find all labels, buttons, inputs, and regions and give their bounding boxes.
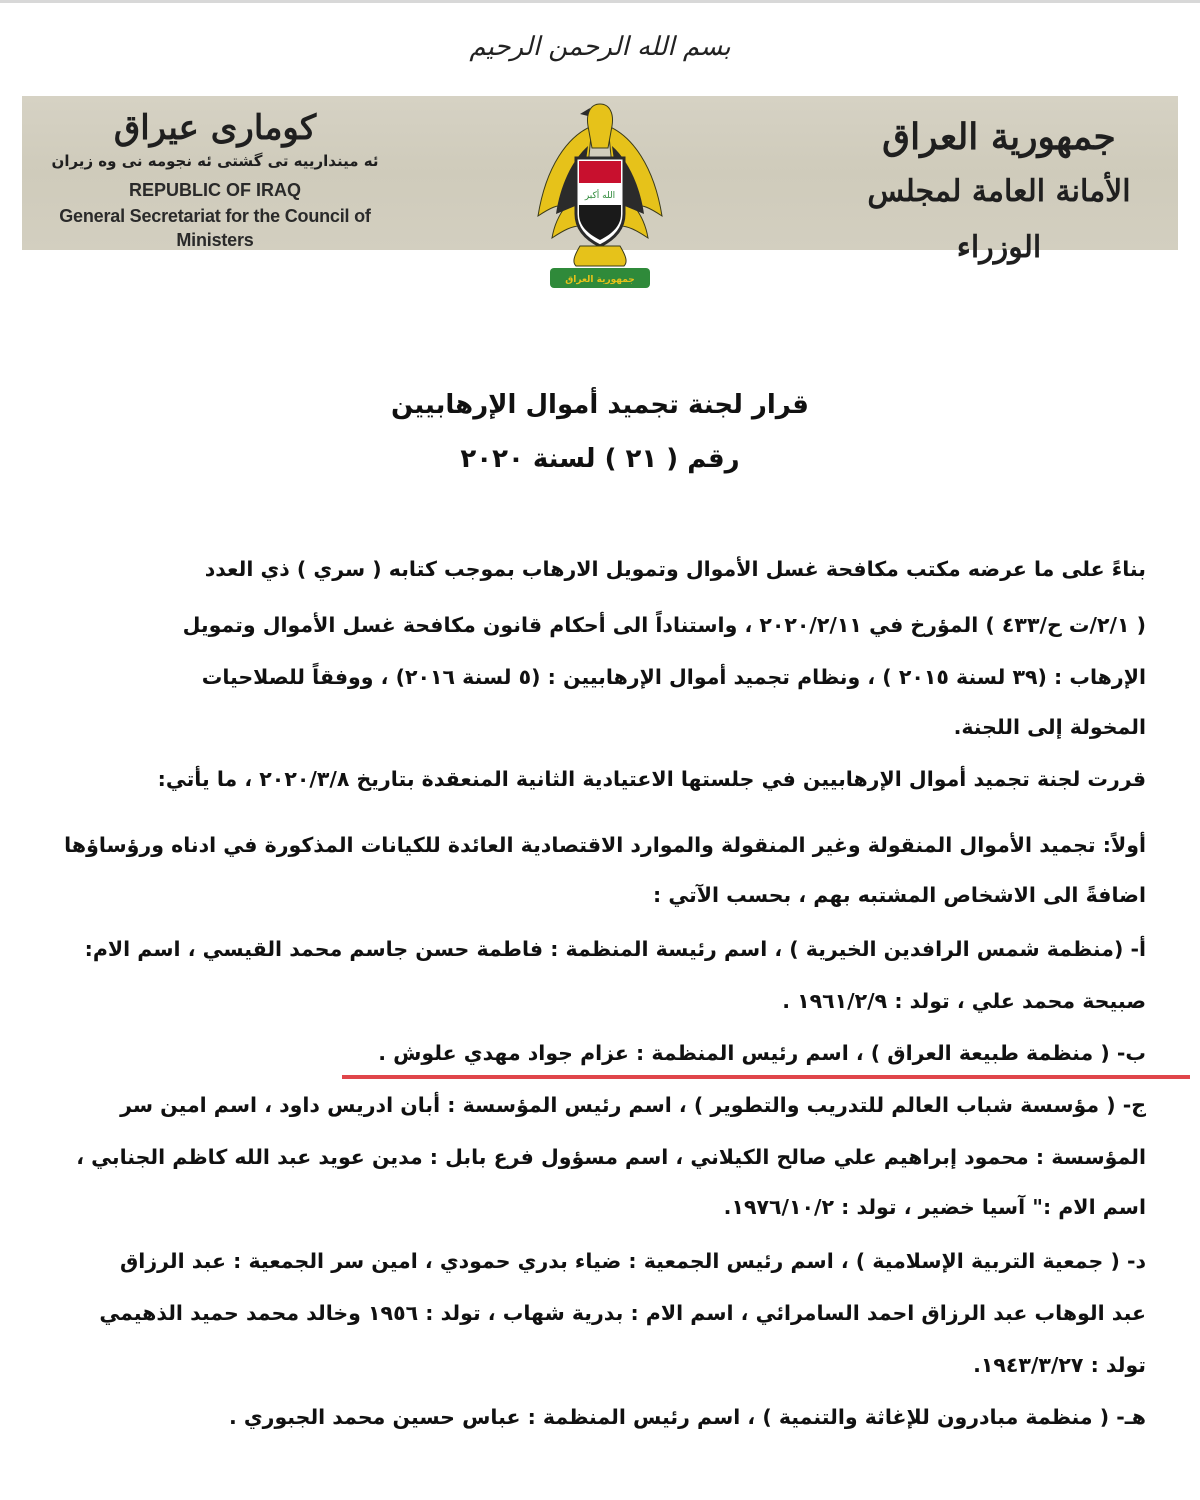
kurdish-title: كوماری عیراق xyxy=(113,108,317,148)
item-a-cont: صبيحة محمد علي ، تولد : ١٩٦١/٢/٩ . xyxy=(782,989,1146,1013)
letterhead-right-block xyxy=(844,110,1154,276)
arabic-republic-title: جمهورية العراق xyxy=(882,116,1116,158)
red-underline-highlight xyxy=(342,1075,1190,1079)
body-line-1: بناءً على ما عرضه مكتب مكافحة غسل الأموال وتمويل الارهاب بموجب كتابه ( سري ) ذي العدد xyxy=(204,557,1146,581)
arabic-secretariat-title: الأمانة العامة لمجلس الوزراء xyxy=(867,174,1131,265)
item-e: هـ- ( منظمة مبادرون للإغاثة والتنمية ) ، اسم رئيس المنظمة : عباس حسين محمد الجبوري . xyxy=(228,1405,1146,1429)
decision-title: قرار لجنة تجميد أموال الإرهابيين xyxy=(391,390,809,420)
clause-first-cont: اضافةً الى الاشخاص المشتبه بهم ، بحسب الآتي : xyxy=(652,883,1146,907)
iraq-eagle-emblem-icon xyxy=(528,96,672,296)
decision-title-block xyxy=(300,378,900,486)
emblem-banner-text: جمهورية العراق xyxy=(565,275,635,285)
item-d-cont-1: عبد الوهاب عبد الرزاق احمد السامرائي ، اسم الام : بدرية شهاب ، تولد : ١٩٥٦ وخالد محمد حميد الذهيمي xyxy=(99,1301,1146,1325)
body-line-4: المخولة إلى اللجنة. xyxy=(953,715,1146,739)
item-c-cont-1: المؤسسة : محمود إبراهيم علي صالح الكيلاني ، اسم مسؤول فرع بابل : مدين عويد عبد الله كاظم الجنابي ، xyxy=(76,1145,1146,1169)
item-d-cont-2: تولد : ١٩٤٣/٣/٢٧. xyxy=(973,1353,1146,1377)
decision-number: رقم ( ٢١ ) لسنة ٢٠٢٠ xyxy=(460,444,740,474)
emblem-script: الله أكبر xyxy=(584,191,616,201)
item-a: أ- (منظمة شمس الرافدين الخيرية ) ، اسم رئيسة المنظمة : فاطمة حسن جاسم محمد القيسي ، اسم الام: xyxy=(84,937,1146,961)
item-c: ج- ( مؤسسة شباب العالم للتدريب والتطوير ) ، اسم رئيس المؤسسة : أبان ادريس داود ، اسم امين سر xyxy=(120,1093,1146,1117)
resolution-intro: قررت لجنة تجميد أموال الإرهابيين في جلستها الاعتيادية الثانية المنعقدة بتاريخ ٢٠٢٠/٣/٨ ، ما يأتي: xyxy=(157,767,1146,791)
body-line-3: الإرهاب : (٣٩ لسنة ٢٠١٥ ) ، ونظام تجميد أموال الإرهابيين : (٥ لسنة ٢٠١٦) ، ووفقاً للصلاحيات xyxy=(201,665,1146,689)
item-c-cont-2: اسم الام :" آسيا خضير ، تولد : ١٩٧٦/١٠/٢. xyxy=(723,1195,1146,1219)
english-republic-title: REPUBLIC OF IRAQ xyxy=(128,180,301,200)
body-line-2: ( ٢/١/ت ح/٤٣٣ ) المؤرخ في ٢٠٢٠/٢/١١ ، واستناداً الى أحكام قانون مكافحة غسل الأموال وتمويل xyxy=(182,613,1146,637)
english-secretariat-title: General Secretariat for the Council of Ministers xyxy=(59,206,371,250)
item-b: ب- ( منظمة طبيعة العراق ) ، اسم رئيس المنظمة : عزام جواد مهدي علوش . xyxy=(378,1041,1146,1065)
clause-first: أولاً: تجميد الأموال المنقولة وغير المنقولة والموارد الاقتصادية العائدة للكيانات المذكورة في ادناه ورؤساؤها xyxy=(64,833,1146,857)
kurdish-subtitle: ئه میندارییه تی گشتی ئه نجومه نی وه زیران xyxy=(51,152,379,170)
letterhead-left-block xyxy=(40,106,390,252)
basmala: بسم الله الرحمن الرحيم xyxy=(469,32,731,62)
top-rule xyxy=(0,0,1200,3)
item-d: د- ( جمعية التربية الإسلامية ) ، اسم رئيس الجمعية : ضياء بدري حمودي ، امين سر الجمعية : عبد الرزاق xyxy=(119,1249,1146,1273)
